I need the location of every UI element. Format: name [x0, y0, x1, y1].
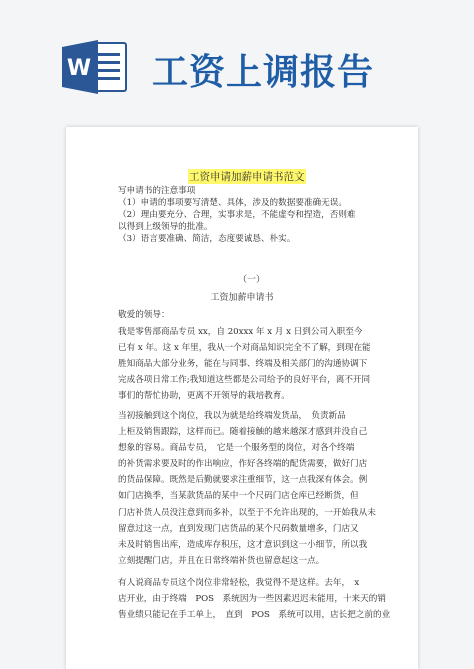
- notes-item: （1）申请的事项要写清楚、具体，涉及的数据要准确无误。: [118, 198, 347, 209]
- section-number: （一）: [238, 275, 266, 285]
- notes-item: 以得到上级领导的批准。: [118, 222, 213, 233]
- word-logo-letter: W: [66, 56, 92, 81]
- letter-title: 工资加薪申请书: [210, 293, 274, 303]
- page-title: 工资上调报告: [152, 52, 375, 93]
- paragraph-1: [118, 324, 380, 404]
- header-banner: [0, 0, 474, 118]
- paragraph-line: 如门店换季，当某款货品的某中一个尺码门店仓库已经断货，但: [118, 491, 359, 502]
- paragraph-line: 事们的帮忙协助，更离不开领导的栽培教育。: [118, 391, 290, 402]
- paragraph-line: 门店补货人员没注意到而多补，以至于不允许出现的，一开始我从未: [118, 507, 376, 518]
- paragraph-line: 的补货需求要及时的作出响应，作好各终端的配货需要，做好门店: [118, 459, 368, 470]
- notes-heading: 写申请书的注意事项: [118, 186, 196, 196]
- paragraph-line: 当初接触到这个岗位，我以为就是给终端发货品， 负责新品: [118, 411, 346, 421]
- paragraph-line: 立刻提醒门店，并且在日常终端补货也留意起这一点。: [118, 555, 325, 566]
- paragraph-line: 的货品保障。既然是后勤就要求注重细节，这一点我深有体会。例: [118, 475, 368, 486]
- document-page: [66, 127, 418, 669]
- notes-item: （3）语言要准确、简洁，态度要诚恳、朴实。: [118, 234, 296, 245]
- paragraph-line: 胜知商品大部分业务，能在与同事、终端及相关部门的沟通协调下: [118, 359, 368, 370]
- word-document-icon: [62, 40, 128, 94]
- paragraph-line: 想象的容易。商品专员， 它是一个服务型的岗位，对各个终端: [118, 443, 355, 454]
- notes-block: [118, 185, 376, 245]
- document-title: 工资申请加薪申请书范文: [189, 171, 305, 183]
- paragraph-line: 留意过这一点，直到发现门店货品的某个尺码数量增多，门店又: [118, 523, 359, 534]
- paragraph-line: 有人说商品专员这个岗位非常轻松，我觉得不是这样。去年， x: [118, 578, 360, 588]
- paragraph-line: 已有 x 年。这 x 年里，我从一个对商品知识完全不了解，到现在能: [118, 343, 371, 354]
- paragraph-line: 完成各项日常工作;我知道这些都是公司给予的良好平台，离不开同: [118, 375, 371, 386]
- paragraph-line: 售业绩只能记在手工单上， 直到 POS 系统可以用，店长把之前的业: [118, 610, 391, 621]
- paragraph-line: 上柜及销售跟踪，这样而已。随着接触的越来越深才感到并没自己: [118, 427, 368, 438]
- paragraph-line: 我是零售部商品专员 xx，自 20xxx 年 x 月 x 日到公司入职至今: [118, 327, 363, 337]
- notes-item: （2）理由要充分、合理，实事求是，不能虚夸和捏造，否则难: [118, 210, 356, 221]
- paragraph-3: [118, 575, 391, 623]
- paragraph-2: [118, 408, 380, 569]
- paragraph-line: 未及时销售出库，造成库存积压，这才意识到这一小细节，所以我: [118, 539, 368, 550]
- paragraph-line: 店开业，由于终端 POS 系统因为一些因素迟迟未能用，十来天的销: [118, 594, 386, 605]
- salutation: 敬爱的领导：: [118, 310, 170, 320]
